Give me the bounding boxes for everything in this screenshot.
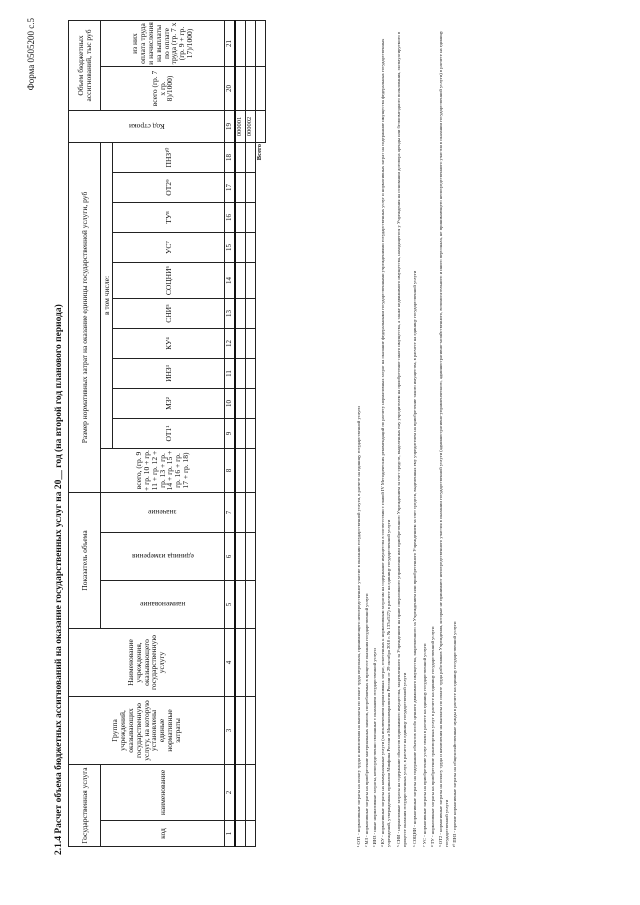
footnote: ³ ИНЗ - иные нормативные затраты, непосредственно связанные с оказанием государственной услуги: [372, 648, 377, 847]
header-norm: Размер нормативных затрат на оказание единицы государственной услуги, руб: [69, 143, 101, 493]
footnote: ⁶ СОЦНИ - нормативные затраты на содержание объектов особо ценного движимого имущества, закрепленного за Учреждением или приобретенного Учреждением за счет средств, выделенных ему учредителем на приобретение такого имущества, в расчете на единицу государственной услуги: [412, 270, 417, 847]
footnote: ⁴ КУ - нормативные затраты на коммунальные услуги (за исключением нормативных затрат, отнесенных к нормативным затратам на содержание имущества в соответствии с главой IV Методических рекомендаций по расчету нормативных затрат на оказание федеральными государственными учреждениями государственных услуг и нормативных затрат на содержание имущества федеральных государственных учреждений, утвержденных приказом Минфина России и Минэкономразвития России от 29 октября 2010 г. № 137н/527) в расчете на единицу государственной услуги: [380, 38, 392, 847]
col-number: 4: [225, 629, 236, 697]
subcol-header: СНИ⁵: [113, 299, 225, 329]
col-number: 6: [225, 533, 236, 581]
header-budget-labor: из них оплата труда и начисления на выплаты по оплате труда (гр. 7 х (гр. 9 + гр. 17)/1000): [101, 21, 225, 67]
total-label: Всего: [256, 144, 264, 161]
subcol-header: ПНЗ¹⁰: [113, 143, 225, 173]
header-row-code: Код строки: [69, 111, 225, 143]
header-vol-unit: единица измерения: [101, 533, 225, 581]
col-number: 2: [225, 765, 236, 821]
col-number: 3: [225, 697, 236, 765]
footnote: ⁷ УС - нормативные затраты на приобретение услуг связи в расчете на единицу государственной услуги: [422, 643, 427, 847]
footnote: ⁸ ТУ - нормативные затраты на приобретение транспортных услуг в расчете на единицу государственной услуги: [430, 626, 435, 847]
col-number: 12: [225, 329, 236, 359]
footnote: ¹ ОТ1 - нормативные затраты на оплату труда и начисления на выплаты по оплате труда персонала, принимающего непосредственное участие в оказании государственной услуги, в расчете на единицу государственной услуги: [356, 406, 361, 847]
subcol-header: ОТ1¹: [113, 419, 225, 449]
header-volume: Показатель объема: [69, 493, 101, 629]
footnote: ⁵ СНИ - нормативные затраты на содержание объектов недвижимого имущества, закрепленного за Учреждением на праве оперативного управления или приобретенного Учреждением за счет средств, выделенных ему учредителем на приобретение такого имущества, а также недвижимого имущества, находящегося у Учреждения на основании договора аренды или безвозмездного пользования, эксплуатируемого в процессе оказания государственных услуг, в расчете на единицу государственной услуги: [396, 31, 408, 847]
col-number: 9: [225, 419, 236, 449]
footnote: ¹⁰ ПНЗ - прочие нормативные затраты на общехозяйственные нужды в расчете на единицу государственной услуги: [452, 621, 457, 847]
col-number: 1: [225, 821, 236, 847]
subcol-header: ИНЗ³: [113, 359, 225, 389]
col-number: 7: [225, 493, 236, 533]
header-including: в том числе:: [101, 143, 113, 449]
col-number: 21: [225, 21, 236, 67]
header-group: Группа учреждений, оказывающих государственную услугу, на которую установлены единые нормативные затраты: [69, 697, 225, 765]
col-number: 16: [225, 203, 236, 233]
col-number: 11: [225, 359, 236, 389]
subcol-header: УС⁷: [113, 233, 225, 263]
header-vol-name: наименование: [101, 581, 225, 629]
table-row: [246, 21, 256, 847]
header-service: Государственная услуга: [69, 765, 101, 847]
col-number: 15: [225, 233, 236, 263]
total-row: [256, 21, 266, 847]
table-row: [235, 21, 246, 847]
subcol-header: ТУ⁸: [113, 203, 225, 233]
col-number: 18: [225, 143, 236, 173]
col-number: 13: [225, 299, 236, 329]
header-code: код: [101, 821, 225, 847]
row-code: 000002: [246, 111, 256, 143]
subcol-header: МЗ²: [113, 389, 225, 419]
footnote: ² МЗ - нормативные затраты на приобретение материальных запасов, потребляемых в процессе оказания государственной услуги: [364, 593, 369, 847]
row-code: 000001: [235, 111, 246, 143]
calculation-table: [68, 20, 266, 847]
header-budget: Объем бюджетных ассигнований, тыс руб: [69, 21, 101, 111]
col-number: 17: [225, 173, 236, 203]
col-number: 8: [225, 449, 236, 493]
form-code: Форма 0505200 с.5: [26, 18, 36, 91]
column-numbers-row: [225, 21, 236, 847]
header-budget-total: всего (гр. 7 х гр. 8)/1000): [101, 67, 225, 111]
footnote: ⁹ ОТ2 - нормативные затраты на оплату труда и начисления на выплаты по оплате труда работников Учреждения, которые не принимают непосредственного участия в оказании государственной услуги (административно-управленческого, административно-хозяйственного, вспомогательного и иного персонала, не принимающего непосредственного участия в оказании государственной услуги) в расчете на единицу государственной услуги: [438, 30, 450, 847]
subcol-header: ОТ2⁹: [113, 173, 225, 203]
table-title: 2.1.4 Расчет объема бюджетных ассигнований на оказание государственных услуг на 20__ год (на второй год планового периода): [54, 304, 64, 855]
header-institution: Наименование учреждения, оказывающего государственную услугу: [69, 629, 225, 697]
subcol-header: КУ⁴: [113, 329, 225, 359]
col-number: 5: [225, 581, 236, 629]
col-number: 19: [225, 111, 236, 143]
header-vol-value: значение: [101, 493, 225, 533]
col-number: 14: [225, 263, 236, 299]
header-norm-total: всего, (гр. 9 + гр. 10 + гр. 11 + гр. 12 + гр. 13 + гр. 14 + гр. 15 + гр. 16 + гр. 17 + гр. 18): [101, 449, 225, 493]
subcol-header: СОЦНИ⁶: [113, 263, 225, 299]
col-number: 20: [225, 67, 236, 111]
header-name: наименование: [101, 765, 225, 821]
col-number: 10: [225, 389, 236, 419]
